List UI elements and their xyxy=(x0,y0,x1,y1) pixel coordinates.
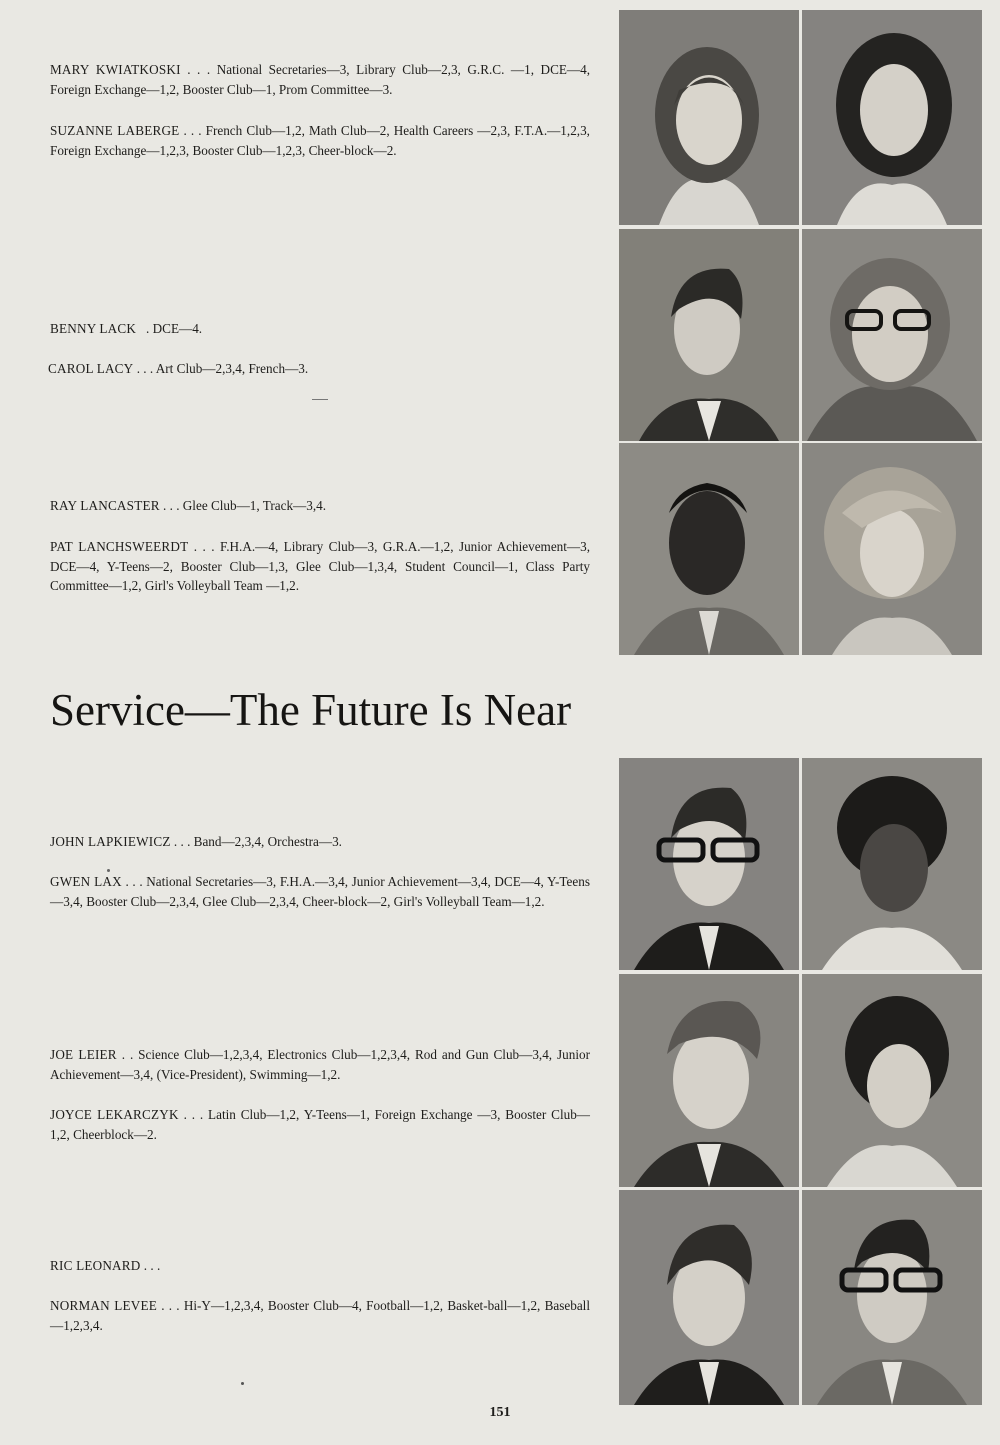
activities: F.H.A.—4, Library Club—3, G.R.A.—1,2, Junior Achievement—3, DCE—4, Y-Teens—2, Booster Club—1,3, Glee Club—1,3,4, Student Council—1, Class Party Committee—1,2, Girl's Volleyball Team —1,2. xyxy=(50,539,591,593)
portrait-lanchsweerdt xyxy=(802,443,982,655)
student-name: MARY KWIATKOSKI xyxy=(50,62,181,77)
separator: . . . xyxy=(178,1107,209,1122)
activities: National Secretaries—3, F.H.A.—3,4, Junior Achievement—3,4, DCE—4, Y-Teens—3,4, Booster Club—2,3,4, Glee Club—2,3,4, Cheer-block—2, Girl's Volleyball Team—1,2. xyxy=(50,874,590,909)
entry-lapkiewicz xyxy=(50,832,590,852)
entry-kwiatkoski xyxy=(50,60,590,99)
entry-levee xyxy=(50,1296,590,1335)
portrait-lekarczyk xyxy=(802,974,982,1187)
portrait-lapkiewicz xyxy=(619,758,799,970)
entry-lack xyxy=(50,319,590,339)
student-name: CAROL LACY xyxy=(48,361,134,376)
portrait-kwiatkoski xyxy=(619,10,799,225)
entry-lacy xyxy=(48,359,588,379)
separator: . . . xyxy=(140,1258,161,1273)
activities: Art Club—2,3,4, French—3. xyxy=(155,361,309,376)
print-mark xyxy=(107,869,110,872)
separator: . . . xyxy=(121,874,147,889)
separator: . xyxy=(136,321,150,336)
separator: . . . xyxy=(188,539,220,554)
student-name: RAY LANCASTER xyxy=(50,498,160,513)
student-name: JOHN LAPKIEWICZ xyxy=(50,834,171,849)
portrait-levee xyxy=(802,1190,982,1405)
page-headline: Service—The Future Is Near xyxy=(50,685,572,735)
entry-lanchsweerdt xyxy=(50,537,590,596)
activities: Science Club—1,2,3,4, Electronics Club—1,2,3,4, Rod and Gun Club—3,4, Junior Achievement—3,4, (Vice-President), Swimming—1,2. xyxy=(50,1047,590,1082)
separator: . . . xyxy=(170,834,194,849)
entry-lax xyxy=(50,872,590,911)
student-name: JOE LEIER xyxy=(50,1047,117,1062)
portrait-lancaster xyxy=(619,443,799,655)
separator: . . . xyxy=(157,1298,184,1313)
activities: Band—2,3,4, Orchestra—3. xyxy=(193,834,342,849)
portrait-leier xyxy=(619,974,799,1187)
student-name: RIC LEONARD xyxy=(50,1258,141,1273)
separator: . . xyxy=(116,1047,139,1062)
print-mark xyxy=(241,1382,244,1385)
activities: Hi-Y—1,2,3,4, Booster Club—4, Football—1,2, Basket-ball—1,2, Baseball—1,2,3,4. xyxy=(50,1298,590,1333)
print-mark xyxy=(312,399,328,400)
separator: . . . xyxy=(179,123,206,138)
entry-laberge xyxy=(50,121,590,160)
activities: Latin Club—1,2, Y-Teens—1, Foreign Exchange —3, Booster Club—1,2, Cheerblock—2. xyxy=(50,1107,590,1142)
student-name: JOYCE LEKARCZYK xyxy=(50,1107,179,1122)
student-name: BENNY LACK xyxy=(50,321,137,336)
student-name: GWEN LAX xyxy=(50,874,122,889)
separator: . . . xyxy=(133,361,156,376)
entry-leonard xyxy=(50,1256,590,1276)
entry-leier xyxy=(50,1045,590,1084)
entry-lekarczyk xyxy=(50,1105,590,1144)
activities: Glee Club—1, Track—3,4. xyxy=(182,498,327,513)
portrait-lacy xyxy=(802,229,982,441)
separator: . . . xyxy=(159,498,183,513)
entry-lancaster xyxy=(50,496,590,516)
student-name: PAT LANCHSWEERDT xyxy=(50,539,189,554)
portrait-lack xyxy=(619,229,799,441)
page-number: 151 xyxy=(489,1405,511,1420)
activities: National Secretaries—3, Library Club—2,3, G.R.C. —1, DCE—4, Foreign Exchange—1,2, Booster Club—1, Prom Committee—3. xyxy=(50,62,591,97)
portrait-lax xyxy=(802,758,982,970)
portrait-leonard xyxy=(619,1190,799,1405)
activities: French Club—1,2, Math Club—2, Health Careers —2,3, F.T.A.—1,2,3, Foreign Exchange—1,2,3, Booster Club—1,2,3, Cheer-block—2. xyxy=(50,123,590,158)
student-name: NORMAN LEVEE xyxy=(50,1298,157,1313)
activities: DCE—4. xyxy=(152,321,203,336)
separator: . . . xyxy=(180,62,217,77)
student-name: SUZANNE LABERGE xyxy=(50,123,180,138)
portrait-laberge xyxy=(802,10,982,225)
